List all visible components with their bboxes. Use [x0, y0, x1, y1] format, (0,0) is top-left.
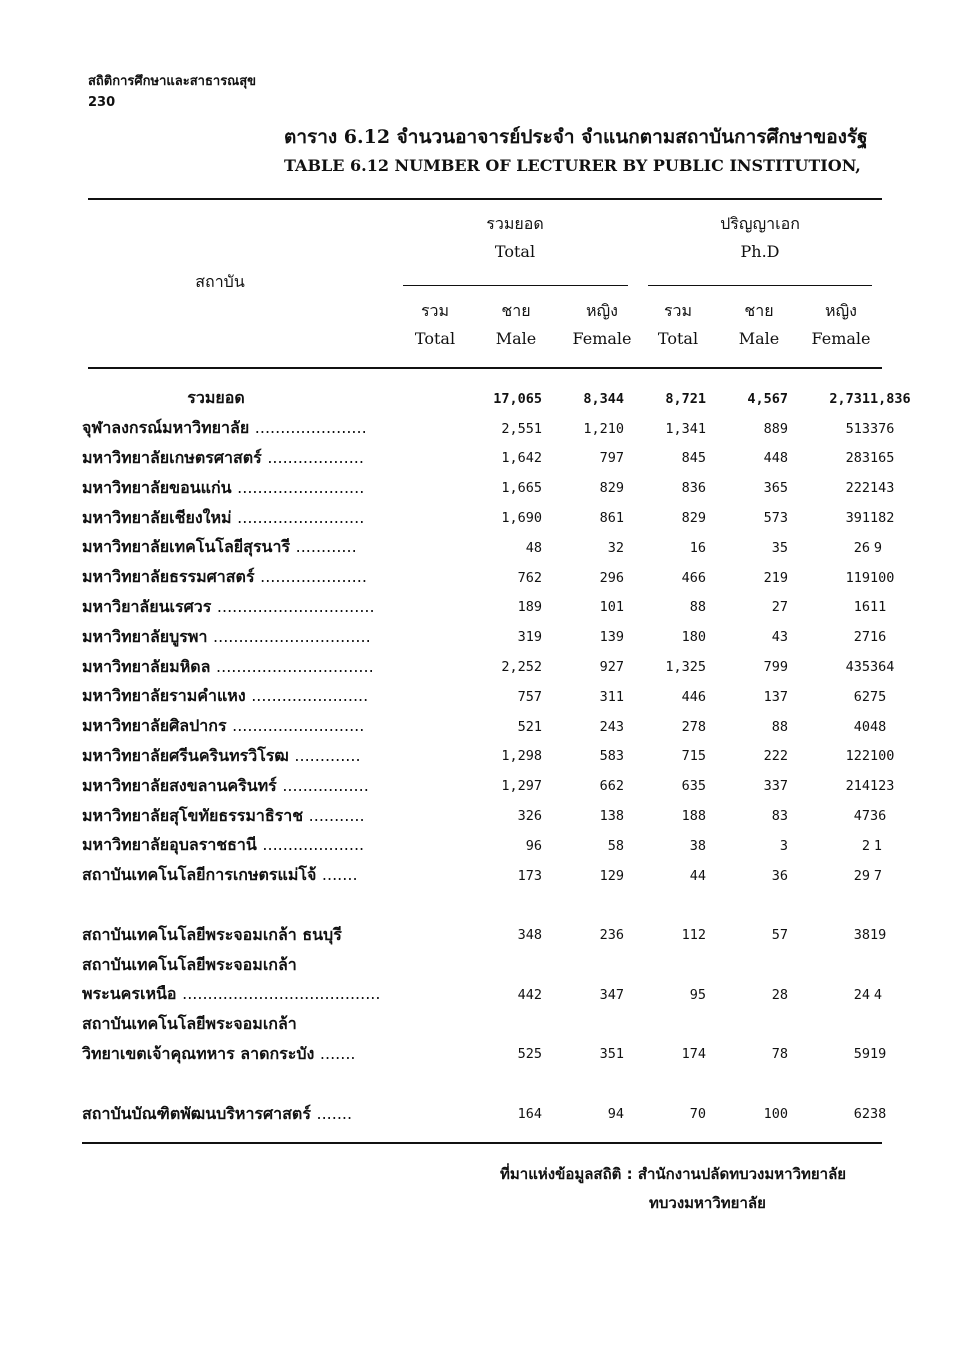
institution-name: สถาบันบัณฑิตพัฒนบริหารศาสตร์: [82, 1103, 311, 1123]
header-institution-label: สถาบัน: [195, 272, 245, 291]
value-phd-total: 222: [763, 748, 788, 765]
value-total-male: 101: [599, 599, 624, 616]
value-total-male: 861: [599, 510, 624, 527]
value-phd-female: 9: [873, 539, 882, 556]
institution-name-cell: [82, 652, 460, 682]
lecturer-table-body: [82, 384, 911, 1129]
header-col-total-total: [398, 297, 472, 353]
value-phd-female: 182: [870, 510, 895, 527]
table-row: [82, 593, 882, 623]
value-phd-female: 1,836: [870, 390, 911, 407]
value-total-total: 1,690: [501, 510, 542, 527]
value-total-total: 164: [517, 1106, 542, 1123]
header-col-phd-total: [641, 297, 715, 353]
value-total-female: 278: [681, 718, 706, 735]
institution-name-cell: [82, 1099, 460, 1129]
value-total-male: 1,210: [583, 420, 624, 437]
value-total-total: 96: [525, 837, 542, 854]
table-row: [82, 533, 882, 563]
value-total-female: 174: [681, 1046, 706, 1063]
table-row: [82, 1010, 882, 1040]
value-phd-male: 214: [845, 778, 870, 795]
value-total-male: 139: [599, 629, 624, 646]
table-row: [82, 980, 882, 1010]
institution-name: มหาวิทยาลัยสุโขทัยธรรมาธิราช: [82, 805, 304, 825]
value-phd-female: 38: [870, 1106, 887, 1123]
institution-name-cell: [82, 563, 460, 593]
institution-name-cell: [82, 473, 460, 503]
header-col-phd-male: [722, 297, 796, 353]
value-total-male: 296: [599, 569, 624, 586]
table-row: [82, 414, 882, 444]
value-phd-male: 40: [853, 718, 870, 735]
institution-name: มหาวิทยาลัยเชียงใหม่: [82, 507, 232, 527]
value-phd-female: 123: [870, 778, 895, 795]
row-spacer-cell: [82, 1069, 882, 1099]
institution-name-cell: [82, 950, 460, 980]
value-phd-male: 222: [845, 480, 870, 497]
value-total-total: 2,551: [501, 420, 542, 437]
institution-name: มหาวิทยาลัยเกษตรศาสตร์: [82, 447, 262, 467]
value-phd-total: 889: [763, 420, 788, 437]
row-spacer: [82, 1069, 882, 1099]
institution-name: มหาวิทยาลัยธรรมศาสตร์: [82, 567, 255, 587]
dot-leader: ...........: [308, 805, 365, 825]
source-note-line2: ทบวงมหาวิทยาลัย: [649, 1194, 766, 1212]
dot-leader: ...............................: [213, 626, 371, 646]
value-total-female: [624, 950, 706, 980]
value-total-total: 1,298: [501, 748, 542, 765]
value-phd-male: 62: [853, 688, 870, 705]
page-number: 230: [88, 95, 116, 110]
value-phd-female: 75: [870, 688, 887, 705]
dot-leader: .......: [319, 1043, 356, 1063]
value-total-male: 829: [599, 480, 624, 497]
value-phd-total: 35: [771, 539, 788, 556]
value-phd-total: 337: [763, 778, 788, 795]
value-total-total: 1,642: [501, 450, 542, 467]
header-group-total: [430, 210, 600, 266]
value-total-female: 1,341: [665, 420, 706, 437]
header-col-total-male: [479, 297, 553, 353]
dot-leader: ............: [295, 537, 357, 557]
grand-total-row: [82, 384, 882, 414]
table-row: [82, 652, 882, 682]
institution-name-cell: [82, 503, 460, 533]
header-col-en: Total: [657, 329, 699, 348]
value-phd-female: 1: [873, 837, 882, 854]
value-phd-total: [706, 1010, 788, 1040]
value-phd-male: 27: [853, 629, 870, 646]
value-total-male: 347: [599, 986, 624, 1003]
institution-name-cell: [82, 831, 460, 861]
value-total-female: 1,325: [665, 659, 706, 676]
value-total-female: 44: [689, 867, 706, 884]
value-phd-total: 83: [771, 808, 788, 825]
value-total-female: 446: [681, 688, 706, 705]
value-total-male: 797: [599, 450, 624, 467]
table-row: [82, 712, 882, 742]
value-total-total: 348: [517, 927, 542, 944]
institution-name: สถาบันเทคโนโลยีพระจอมเกล้า: [82, 1014, 297, 1034]
institution-name: จุฬาลงกรณ์มหาวิทยาลัย: [82, 418, 250, 438]
row-spacer: [82, 891, 882, 921]
dot-leader: .......................................: [182, 984, 381, 1004]
value-phd-male: 2,731: [829, 390, 870, 407]
institution-name: มหาวิทยาลัยบูรพา: [82, 626, 208, 646]
table-row: [82, 831, 882, 861]
institution-name-cell: [82, 712, 460, 742]
value-total-female: 70: [689, 1106, 706, 1123]
dot-leader: ...................: [267, 447, 364, 467]
header-group-total-en: Total: [494, 242, 536, 261]
value-phd-male: 16: [853, 599, 870, 616]
institution-name-cell: [82, 533, 460, 563]
table-row: [82, 950, 882, 980]
header-group-phd: [675, 210, 845, 266]
value-phd-female: 364: [870, 659, 895, 676]
institution-name-cell: [82, 920, 460, 950]
table-row: [82, 1099, 882, 1129]
institution-name: วิทยาเขตเจ้าคุณทหาร ลาดกระบัง: [82, 1043, 315, 1063]
value-phd-male: [788, 1010, 870, 1040]
value-phd-total: 365: [763, 480, 788, 497]
value-total-total: 2,252: [501, 659, 542, 676]
institution-name: รวมยอด: [187, 388, 245, 408]
institution-name: มหาวิทยาลัยอุบลราชธานี: [82, 835, 257, 855]
value-phd-male: 38: [853, 927, 870, 944]
header-group-phd-en: Ph.D: [740, 242, 780, 261]
institution-name-cell: [82, 622, 460, 652]
value-total-female: [624, 1010, 706, 1040]
value-total-total: 762: [517, 569, 542, 586]
value-phd-male: 47: [853, 808, 870, 825]
value-phd-total: 27: [771, 599, 788, 616]
dot-leader: .........................: [237, 507, 365, 527]
value-total-female: 95: [689, 986, 706, 1003]
value-phd-female: 376: [870, 420, 895, 437]
table-row: [82, 861, 882, 891]
value-phd-male: 122: [845, 748, 870, 765]
value-phd-male: 62: [853, 1106, 870, 1123]
value-total-male: 129: [599, 867, 624, 884]
dot-leader: ..........................: [232, 716, 365, 736]
institution-name: มหาวิทยาลัยศรีนครินทรวิโรฒ: [82, 745, 289, 765]
value-phd-female: 48: [870, 718, 887, 735]
lecturer-table: [82, 384, 911, 1129]
institution-name-cell: [82, 742, 460, 772]
institution-name: สถาบันเทคโนโลยีพระจอมเกล้า ธนบุรี: [82, 924, 342, 944]
value-total-male: 8,344: [583, 390, 624, 407]
header-col-en: Female: [811, 329, 871, 348]
institution-name: มหาวิยาลัยนเรศวร: [82, 596, 212, 616]
table-row: [82, 444, 882, 474]
header-col-en: Female: [572, 329, 632, 348]
table-row: [82, 742, 882, 772]
value-total-male: 58: [607, 837, 624, 854]
value-total-total: 319: [517, 629, 542, 646]
value-phd-total: 137: [763, 688, 788, 705]
header-group-phd-th: ปริญญาเอก: [720, 214, 800, 233]
table-row: [82, 473, 882, 503]
value-phd-total: 3: [779, 837, 788, 854]
value-phd-total: 36: [771, 867, 788, 884]
header-col-en: Male: [738, 329, 780, 348]
value-phd-total: 448: [763, 450, 788, 467]
value-phd-total: 28: [771, 986, 788, 1003]
value-total-total: 1,297: [501, 778, 542, 795]
value-phd-female: 143: [870, 480, 895, 497]
institution-name-cell: [82, 801, 460, 831]
institution-name-cell: [82, 1040, 460, 1070]
group-rule-phd: [648, 285, 872, 286]
dot-leader: .................: [282, 775, 369, 795]
value-phd-total: 78: [771, 1046, 788, 1063]
value-total-male: 32: [607, 539, 624, 556]
header-col-phd-female: [800, 297, 882, 353]
dot-leader: .......: [316, 1103, 353, 1123]
table-row: [82, 1040, 882, 1070]
value-phd-female: 11: [870, 599, 887, 616]
value-total-male: 927: [599, 659, 624, 676]
header-col-en: Total: [414, 329, 456, 348]
dot-leader: ....................: [262, 835, 365, 855]
institution-name-cell: [82, 980, 460, 1010]
group-rule-total: [403, 285, 628, 286]
value-phd-total: 799: [763, 659, 788, 676]
value-total-female: 16: [689, 539, 706, 556]
institution-name-cell: [82, 682, 460, 712]
institution-name: มหาวิทยาลัยมหิดล: [82, 656, 211, 676]
value-total-male: [542, 950, 624, 980]
header-col-th: หญิง: [586, 301, 618, 320]
value-phd-male: 24: [853, 986, 870, 1003]
value-phd-male: 435: [845, 659, 870, 676]
value-total-female: 829: [681, 510, 706, 527]
value-total-male: 351: [599, 1046, 624, 1063]
dot-leader: ......................: [254, 418, 367, 438]
value-phd-male: 283: [845, 450, 870, 467]
header-col-th: รวม: [420, 301, 450, 320]
value-phd-female: 165: [870, 450, 895, 467]
table-row: [82, 503, 882, 533]
header-col-th: ชาย: [744, 301, 774, 320]
value-total-male: 243: [599, 718, 624, 735]
institution-name: มหาวิทยาลัยสงขลานครินทร์: [82, 775, 277, 795]
value-total-female: 715: [681, 748, 706, 765]
header-group-total-th: รวมยอด: [486, 214, 544, 233]
institution-name: มหาวิทยาลัยขอนแก่น: [82, 477, 232, 497]
value-total-total: 189: [517, 599, 542, 616]
table-row: [82, 920, 882, 950]
table-row: [82, 771, 882, 801]
header-col-th: หญิง: [825, 301, 857, 320]
institution-name-cell: [82, 444, 460, 474]
value-phd-total: 57: [771, 927, 788, 944]
institution-name: สถาบันเทคโนโลยีการเกษตรแม่โจ้: [82, 865, 317, 885]
institution-name: พระนครเหนือ: [82, 984, 177, 1004]
value-total-male: 311: [599, 688, 624, 705]
value-total-total: 442: [517, 986, 542, 1003]
table-row: [82, 563, 882, 593]
value-phd-female: 100: [870, 569, 895, 586]
dot-leader: .......................: [251, 686, 369, 706]
table-title-english: TABLE 6.12 NUMBER OF LECTURER BY PUBLIC INSTITUTION,: [284, 156, 861, 175]
value-total-female: 112: [681, 927, 706, 944]
value-total-total: [460, 1010, 542, 1040]
institution-name-cell: [82, 593, 460, 623]
value-total-male: [542, 1010, 624, 1040]
value-total-female: 188: [681, 808, 706, 825]
value-phd-total: 573: [763, 510, 788, 527]
value-phd-male: 391: [845, 510, 870, 527]
institution-name: มหาวิทยาลัยศิลปากร: [82, 716, 227, 736]
value-total-total: 525: [517, 1046, 542, 1063]
value-phd-male: 26: [853, 539, 870, 556]
value-phd-female: 100: [870, 748, 895, 765]
value-total-male: 94: [607, 1106, 624, 1123]
value-phd-total: [706, 950, 788, 980]
value-phd-female: 4: [873, 986, 882, 1003]
value-total-total: 326: [517, 808, 542, 825]
value-total-female: 8,721: [665, 390, 706, 407]
value-total-total: 757: [517, 688, 542, 705]
institution-name: สถาบันเทคโนโลยีพระจอมเกล้า: [82, 954, 297, 974]
header-col-en: Male: [495, 329, 537, 348]
source-note-line1: ที่มาแห่งข้อมูลสถิติ : สำนักงานปลัดทบวงมหาวิทยาลัย: [500, 1165, 847, 1183]
header-col-total-female: [562, 297, 642, 353]
header-institution: [150, 268, 290, 296]
value-phd-female: [870, 1010, 882, 1040]
value-total-male: 662: [599, 778, 624, 795]
institution-name: มหาวิทยาลัยเทคโนโลยีสุรนารี: [82, 537, 291, 557]
value-total-female: 38: [689, 837, 706, 854]
institution-name: มหาวิทยาลัยรามคำแหง: [82, 686, 246, 706]
value-phd-female: 7: [873, 867, 882, 884]
value-phd-female: 16: [870, 629, 887, 646]
institution-name-cell: [82, 384, 460, 414]
value-phd-female: 19: [870, 927, 887, 944]
running-head: สถิติการศึกษาและสาธารณสุข: [88, 74, 257, 89]
value-total-female: 836: [681, 480, 706, 497]
institution-name-cell: [82, 861, 460, 891]
institution-name-cell: [82, 414, 460, 444]
value-total-total: [460, 950, 542, 980]
dot-leader: .....................: [260, 567, 367, 587]
value-total-female: 88: [689, 599, 706, 616]
value-total-total: 1,665: [501, 480, 542, 497]
value-total-male: 138: [599, 808, 624, 825]
dot-leader: .............: [294, 745, 361, 765]
top-rule: [88, 198, 882, 200]
header-col-th: ชาย: [501, 301, 531, 320]
dot-leader: ...............................: [216, 596, 375, 616]
header-bottom-rule: [88, 367, 882, 369]
dot-leader: .........................: [237, 477, 365, 497]
value-phd-total: 88: [771, 718, 788, 735]
value-total-total: 48: [525, 539, 542, 556]
value-phd-total: 4,567: [747, 390, 788, 407]
header-col-th: รวม: [663, 301, 693, 320]
value-total-male: 236: [599, 927, 624, 944]
institution-name-cell: [82, 1010, 460, 1040]
value-phd-male: [788, 950, 870, 980]
dot-leader: .......: [321, 865, 358, 885]
value-phd-total: 100: [763, 1106, 788, 1123]
value-total-female: 845: [681, 450, 706, 467]
bottom-rule: [82, 1142, 882, 1144]
institution-name-cell: [82, 771, 460, 801]
value-phd-male: 59: [853, 1046, 870, 1063]
value-total-female: 635: [681, 778, 706, 795]
value-phd-female: 36: [870, 808, 887, 825]
value-total-female: 180: [681, 629, 706, 646]
value-total-female: 466: [681, 569, 706, 586]
table-row: [82, 801, 882, 831]
value-phd-male: 119: [845, 569, 870, 586]
value-phd-male: 29: [853, 867, 870, 884]
table-row: [82, 682, 882, 712]
table-row: [82, 622, 882, 652]
value-total-total: 521: [517, 718, 542, 735]
row-spacer-cell: [82, 891, 882, 921]
value-phd-male: 2: [861, 837, 870, 854]
value-phd-total: 219: [763, 569, 788, 586]
dot-leader: ...............................: [216, 656, 374, 676]
value-phd-female: [870, 950, 882, 980]
table-title-thai: ตาราง 6.12 จำนวนอาจารย์ประจำ จำแนกตามสถาบันการศึกษาของรัฐ: [284, 126, 868, 148]
value-phd-female: 19: [870, 1046, 887, 1063]
value-phd-total: 43: [771, 629, 788, 646]
value-total-total: 173: [517, 867, 542, 884]
value-total-total: 17,065: [493, 390, 542, 407]
value-total-male: 583: [599, 748, 624, 765]
value-phd-male: 513: [845, 420, 870, 437]
